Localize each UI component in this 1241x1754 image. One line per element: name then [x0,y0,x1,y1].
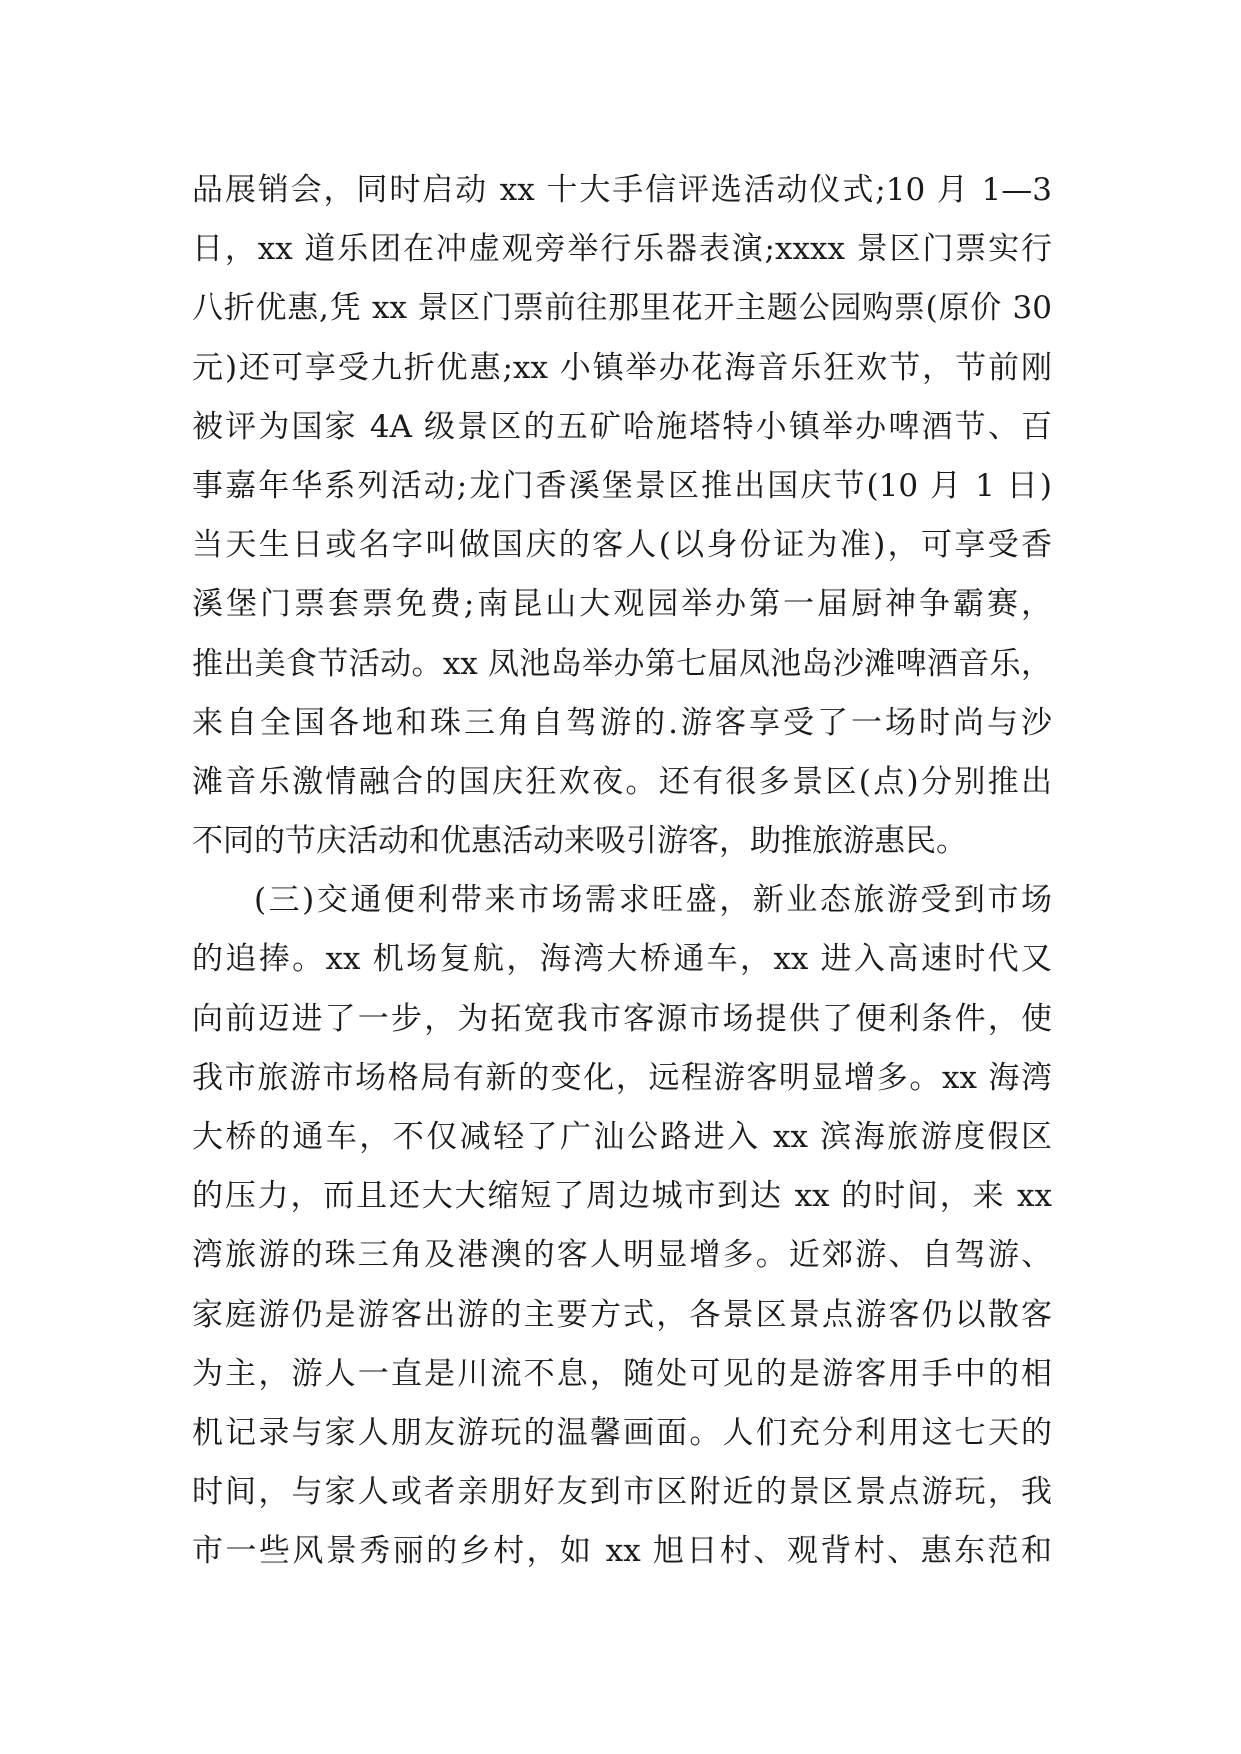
text-line: 滩音乐激情融合的国庆狂欢夜。还有很多景区(点)分别推出 [192,763,1052,800]
text-line: 日，xx 道乐团在冲虚观旁举行乐器表演;xxxx 景区门票实行 [192,231,1052,268]
text-line: 市一些风景秀丽的乡村，如 xx 旭日村、观背村、惠东范和 [192,1533,1052,1570]
section-heading-line: (三)交通便利带来市场需求旺盛，新业态旅游受到市场 [254,882,1052,919]
text-line: 当天生日或名字叫做国庆的客人(以身份证为准)，可享受香 [192,527,1052,564]
text-line: 被评为国家 4A 级景区的五矿哈施塔特小镇举办啤酒节、百 [192,408,1052,445]
text-line: 时间，与家人或者亲朋好友到市区附近的景区景点游玩，我 [192,1474,1052,1511]
text-line: 机记录与家人朋友游玩的温馨画面。人们充分利用这七天的 [192,1414,1052,1451]
text-line: 我市旅游市场格局有新的变化，远程游客明显增多。xx 海湾 [192,1059,1052,1096]
text-line: 元)还可享受九折优惠;xx 小镇举办花海音乐狂欢节，节前刚 [192,349,1052,386]
text-line: 家庭游仍是游客出游的主要方式，各景区景点游客仍以散客 [192,1296,1052,1333]
text-line: 的追捧。xx 机场复航，海湾大桥通车，xx 进入高速时代又 [192,941,1052,978]
text-line: 大桥的通车，不仅减轻了广汕公路进入 xx 滨海旅游度假区 [192,1119,1052,1155]
text-line: 湾旅游的珠三角及港澳的客人明显增多。近郊游、自驾游、 [192,1237,1052,1274]
body-text [192,161,1052,1582]
text-line: 事嘉年华系列活动;龙门香溪堡景区推出国庆节(10 月 1 日) [192,467,1052,504]
text-line: 品展销会，同时启动 xx 十大手信评选活动仪式;10 月 1—3 [192,172,1052,208]
text-line: 向前迈进了一步，为拓宽我市客源市场提供了便利条件，使 [192,1000,1052,1037]
paragraph-end-line: 不同的节庆活动和优惠活动来吸引游客，助推旅游惠民。 [192,823,967,860]
text-line: 溪堡门票套票免费;南昆山大观园举办第一届厨神争霸赛， [192,586,1052,623]
text-line: 推出美食节活动。xx 凤池岛举办第七届凤池岛沙滩啤酒音乐， [192,645,1052,682]
text-line: 来自全国各地和珠三角自驾游的.游客享受了一场时尚与沙 [192,704,1052,741]
text-line: 的压力，而且还大大缩短了周边城市到达 xx 的时间，来 xx [192,1178,1052,1215]
text-line: 八折优惠,凭 xx 景区门票前往那里花开主题公园购票(原价 30 [192,290,1052,327]
text-line: 为主，游人一直是川流不息，随处可见的是游客用手中的相 [192,1355,1052,1392]
